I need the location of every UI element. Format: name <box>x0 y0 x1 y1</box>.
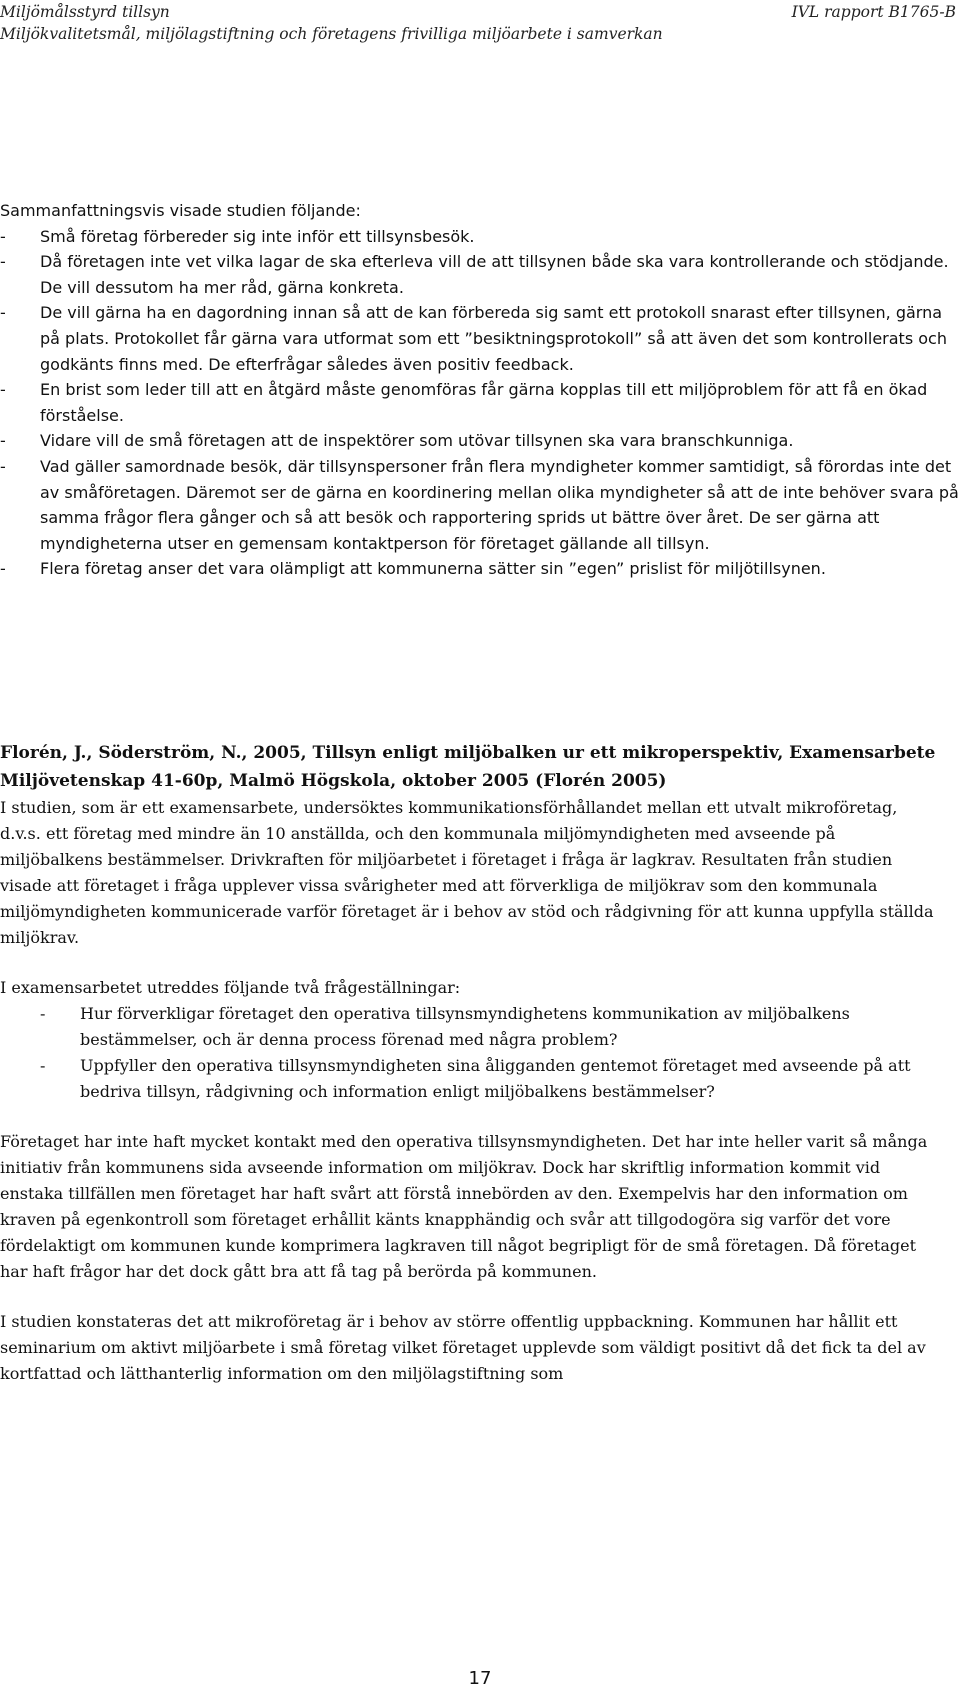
list-item-text: Vad gäller samordnade besök, där tillsynspersoner från flera myndigheter kommer samtidigt, så förordas inte det av småföretagen. Däremot ser de gärna en koordinering mellan olika myndigheter så att de inte behöver svara på samma frågor flera gånger och så att besök och rapportering sprids ut bättre över året. De ser gärna att myndigheterna utser en gemensam kontaktperson för företaget gällande all tillsyn. <box>40 456 959 553</box>
list-item <box>0 1001 940 1053</box>
bullet-dash: - <box>0 303 6 323</box>
questions-intro: I examensarbetet utreddes följande två frågeställningar: <box>0 978 461 997</box>
bullet-dash: - <box>0 431 6 451</box>
paragraph: I studien konstateras det att mikroföretag är i behov av större offentlig uppbackning. Kommunen har hållit ett seminarium om aktivt miljöarbete i små företag vilket företaget upplevde som väldigt positivt då det fick ta del av kortfattad och lätthanterlig information om den miljölagstiftning som <box>0 1312 926 1383</box>
bullet-dash: - <box>0 456 6 476</box>
bullet-dash: - <box>0 559 6 579</box>
list-item <box>0 556 960 582</box>
bullet-dash: - <box>0 252 6 272</box>
list-item <box>0 454 960 556</box>
list-item <box>0 249 960 300</box>
bullet-dash: - <box>0 380 6 400</box>
list-item-text: De vill gärna ha en dagordning innan så att de kan förbereda sig samt ett protokoll snarast efter tillsynen, gärna på plats. Protokollet får gärna vara utformat som ett ”besiktningsprotokoll” så att även det som kontrollerats och godkänts finns med. De efterfrågar således även positiv feedback. <box>40 303 947 374</box>
page-number: 17 <box>468 1668 492 1689</box>
reference-section <box>0 739 940 1387</box>
list-item-text: Vidare vill de små företagen att de inspektörer som utövar tillsynen ska vara branschkunniga. <box>40 431 794 451</box>
summary-section <box>0 198 960 582</box>
list-item <box>0 300 960 377</box>
bullet-dash: - <box>0 226 6 246</box>
paragraph: I studien, som är ett examensarbete, undersöktes kommunikationsförhållandet mellan ett utvalt mikroföretag, d.v.s. ett företag med mindre än 10 anställda, och den kommunala miljömyndigheten med avseende på miljöbalkens bestämmelser. Drivkraften för miljöarbetet i företaget i fråga är lagkrav. Resultaten från studien visade att företaget i fråga upplever vissa svårigheter med att förverkliga de miljökrav som den kommunala miljömyndigheten kommunicerade varför företaget är i behov av stöd och rådgivning för att kunna uppfylla ställda miljökrav. <box>0 798 934 947</box>
list-item-text: Flera företag anser det vara olämpligt att kommunerna sätter sin ”egen” prislist för miljötillsynen. <box>40 559 826 579</box>
list-item <box>0 428 960 454</box>
header-report-id: IVL rapport B1765-B <box>791 3 956 21</box>
list-item-text: En brist som leder till att en åtgärd måste genomföras får gärna kopplas till ett miljöproblem för att få en ökad förståelse. <box>40 380 928 425</box>
header-title: Miljömålsstyrd tillsyn <box>0 3 170 21</box>
bullet-dash: - <box>40 1056 46 1075</box>
list-item-text: Små företag förbereder sig inte inför ett tillsynsbesök. <box>40 226 475 246</box>
header-subtitle: Miljökvalitetsmål, miljölagstiftning och företagens frivilliga miljöarbete i samverkan <box>0 25 663 43</box>
reference-citation: Florén, J., Söderström, N., 2005, Tillsyn enligt miljöbalken ur ett mikroperspektiv, Examensarbete Miljövetenskap 41-60p, Malmö Högskola, oktober 2005 (Florén 2005) <box>0 743 936 791</box>
list-item-text: Hur förverkligar företaget den operativa tillsynsmyndighetens kommunikation av miljöbalkens bestämmelser, och är denna process förenad med några problem? <box>80 1004 850 1049</box>
page-header <box>0 2 960 46</box>
summary-intro: Sammanfattningsvis visade studien följande: <box>0 201 361 220</box>
list-item <box>0 1053 940 1105</box>
bullet-dash: - <box>40 1004 46 1023</box>
questions-list <box>0 1001 940 1105</box>
list-item-text: Då företagen inte vet vilka lagar de ska efterleva vill de att tillsynen både ska vara kontrollerande och stödjande. De vill dessutom ha mer råd, gärna konkreta. <box>40 252 949 297</box>
list-item <box>0 377 960 428</box>
list-item-text: Uppfyller den operativa tillsynsmyndigheten sina åligganden gentemot företaget med avseende på att bedriva tillsyn, rådgivning och information enligt miljöbalkens bestämmelser? <box>80 1056 911 1101</box>
paragraph: Företaget har inte haft mycket kontakt med den operativa tillsynsmyndigheten. Det har inte heller varit så många initiativ från kommunens sida avseende information om miljökrav. Dock har skriftlig information kommit vid enstaka tillfällen men företaget har haft svårt att förstå innebörden av den. Exempelvis har den information om kraven på egenkontroll som företaget erhållit känts knapphändig och svår att tillgodogöra sig varför det vore fördelaktigt om kommunen kunde komprimera lagkraven till något begripligt för de små företagen. Då företaget har haft frågor har det dock gått bra att få tag på berörda på kommunen. <box>0 1132 928 1281</box>
list-item <box>0 224 960 250</box>
